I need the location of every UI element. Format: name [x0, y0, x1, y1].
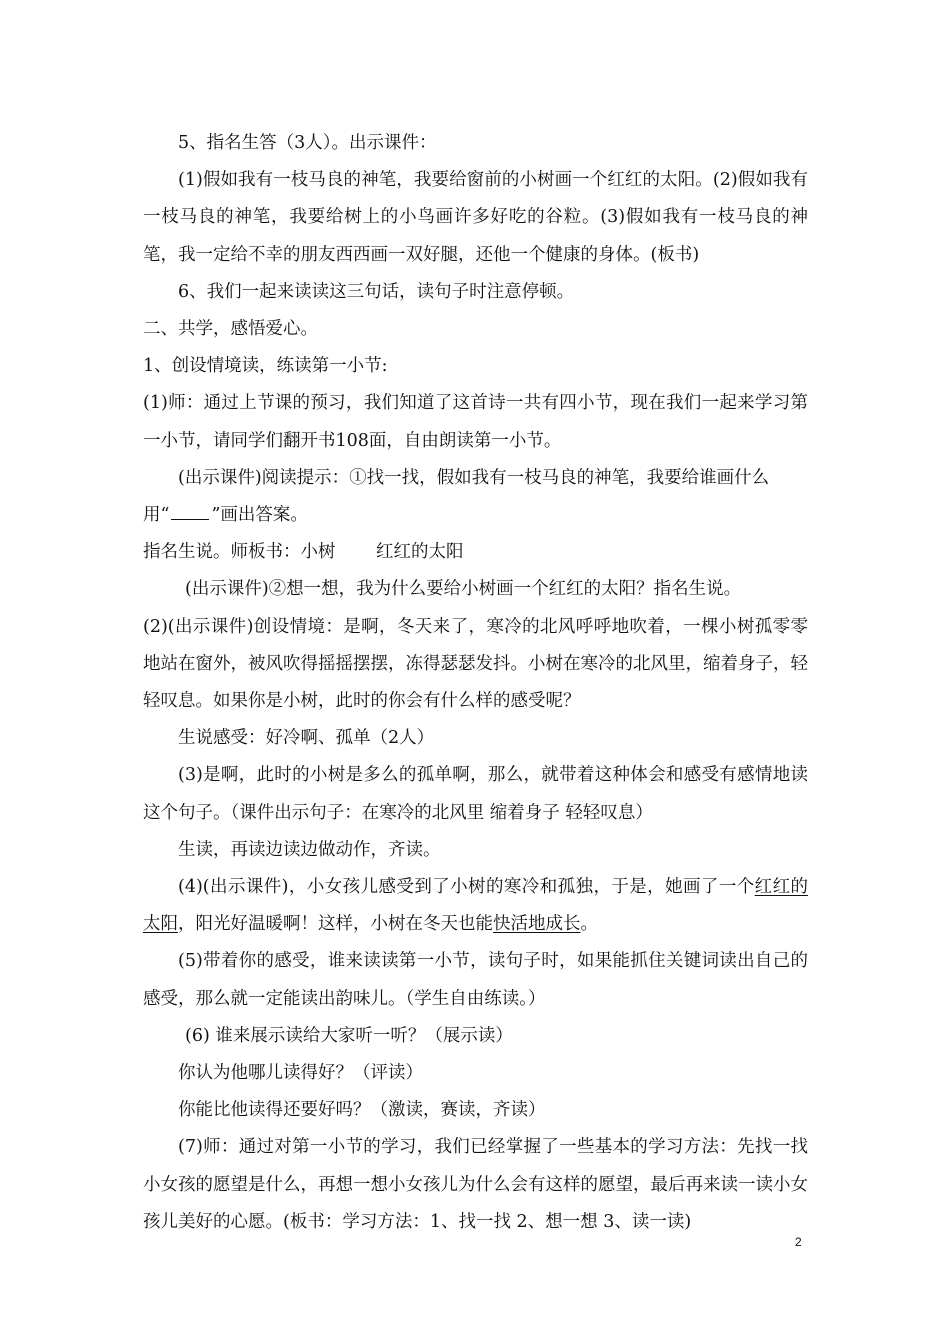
- paragraph: 生读，再读边读边做动作，齐读。: [178, 839, 441, 860]
- subsection-heading: 1、创设情境读，练读第一小节:: [143, 356, 388, 377]
- paragraph: (出示课件)②想一想，我为什么要给小树画一个红红的太阳？指名生说。: [185, 579, 742, 600]
- paragraph: (1)师：通过上节课的预习，我们知道了这首诗一共有四小节，现在我们一起来学习第一小节，请同学们翻开书108面，自由朗读第一小节。: [143, 393, 808, 451]
- underlined-text: 快活地成长: [493, 914, 581, 935]
- paragraph: 6、我们一起来读读这三句话，读句子时注意停顿。: [178, 281, 575, 302]
- fill-blank-line: [171, 505, 209, 520]
- underlined-text: 红红的太阳: [143, 877, 808, 935]
- paragraph: (6) 谁来展示读给大家听一听？（展示读）: [185, 1025, 513, 1046]
- paragraph: (1)假如我有一枝马良的神笔，我要给窗前的小树画一个红红的太阳。(2)假如我有一枝马良的神笔，我要给树上的小鸟画许多好吃的谷粒。(3)假如我有一枝马良的神笔，我一定给不幸的朋友西西画一双好腿，还他一个健康的身体。(板书): [143, 170, 808, 265]
- paragraph: (2)(出示课件)创设情境：是啊，冬天来了，寒冷的北风呼呼地吹着，一棵小树孤零零地站在窗外，被风吹得摇摇摆摆，冻得瑟瑟发抖。小树在寒冷的北风里，缩着身子，轻轻叹息。如果你是小树，此时的你会有什么样的感受呢？: [143, 616, 808, 712]
- paragraph: 你能比他读得还要好吗？（激读，赛读，齐读）: [178, 1100, 546, 1121]
- section-heading: 二、共学，感悟爱心。: [143, 319, 318, 340]
- paragraph: (7)师：通过对第一小节的学习，我们已经掌握了一些基本的学习方法：先找一找小女孩的愿望是什么，再想一想小女孩儿为什么会有这样的愿望，最后再来读一读小女孩儿美好的心愿。(板书：学习方法：1、找一找 2、想一想 3、读一读): [143, 1137, 808, 1232]
- text-run: ”画出答案。: [211, 505, 308, 526]
- text-run: 用“: [143, 505, 170, 526]
- page-content: [143, 125, 808, 1241]
- text-run: 。: [580, 914, 598, 935]
- paragraph: 指名生说。师板书：小树 红红的太阳: [143, 542, 464, 563]
- page-number: 2: [795, 1235, 802, 1249]
- paragraph: [143, 869, 808, 943]
- text-run: (4)(出示课件)，小女孩儿感受到了小树的寒冷和孤独，于是，她画了一个: [178, 877, 755, 898]
- paragraph: 5、指名生答（3人）。出示课件：: [178, 133, 437, 153]
- paragraph: 你认为他哪儿读得好？（评读）: [178, 1063, 423, 1084]
- paragraph: 生说感受：好冷啊、孤单（2人）: [178, 728, 435, 749]
- paragraph: (5)带着你的感受，谁来读读第一小节，读句子时，如果能抓住关键词读出自己的感受，那么就一定能读出韵味儿。（学生自由练读。）: [143, 951, 808, 1009]
- paragraph: [143, 497, 808, 534]
- paragraph: (出示课件)阅读提示：①找一找，假如我有一枝马良的神笔，我要给谁画什么: [178, 467, 770, 488]
- text-run: ，阳光好温暖啊！这样，小树在冬天也能: [178, 914, 493, 935]
- paragraph: (3)是啊，此时的小树是多么的孤单啊，那么，就带着这种体会和感受有感情地读这个句子。（课件出示句子：在寒冷的北风里 缩着身子 轻轻叹息）: [143, 765, 808, 823]
